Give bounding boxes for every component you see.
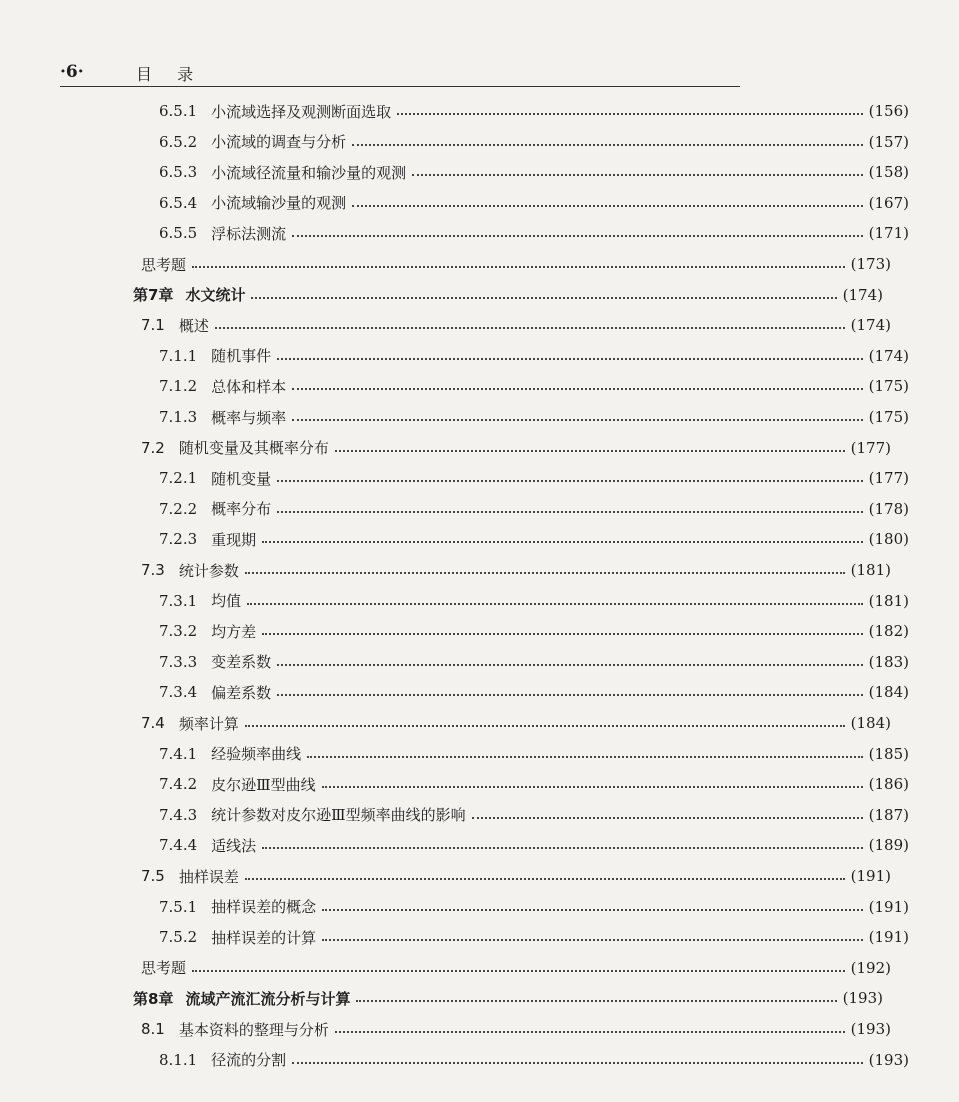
toc-subsection-row [0,189,959,217]
toc-entry-number: 7.3.3 [159,652,198,671]
toc-entry-title: 皮尔逊Ⅲ型曲线 [211,775,316,794]
toc-entry-number: 7.2.2 [159,499,198,518]
toc-entry-page: (191) [868,897,909,916]
toc-entry-page: (167) [868,193,909,212]
toc-entry-title: 变差系数 [211,653,272,672]
toc-entry-page: (181) [850,561,891,579]
dot-leader [277,511,862,513]
dot-leader [352,144,862,146]
toc-entry-title: 概率与频率 [211,408,287,427]
dot-leader [251,297,836,299]
toc-entry-page: (181) [868,591,909,610]
toc-entry-page: (189) [868,836,909,855]
dot-leader [472,817,863,819]
dot-leader [192,970,845,972]
toc-entry-title: 基本资料的整理与分析 [178,1020,329,1039]
toc-entry-page: (185) [868,744,909,763]
toc-entry-title: 均值 [211,592,242,611]
dot-leader [277,694,862,696]
toc-section-row [0,250,941,278]
toc-entry-number: 第7章 [133,286,174,305]
toc-entry-page: (175) [868,377,909,396]
toc-entry-number: 7.2.3 [159,530,198,549]
toc-entry-page: (191) [868,928,909,947]
toc-entry-page: (180) [868,530,909,549]
toc-entry-title: 统计参数 [178,561,239,580]
toc-subsection-row [0,587,959,615]
toc-entry-number: 7.1 [141,316,165,335]
toc-entry-title: 适线法 [211,836,257,855]
toc-entry-page: (174) [868,346,909,365]
dot-leader [277,358,862,360]
toc-entry-number: 6.5.1 [159,102,198,120]
toc-entry-number: 7.3.2 [159,622,198,641]
dot-leader [322,939,862,941]
toc-entry-number: 第8章 [133,989,174,1008]
toc-subsection-row [0,464,959,492]
toc-entry-title: 小流域选择及观测断面选取 [211,102,392,121]
toc-entry-page: (184) [868,683,909,702]
toc-entry-page: (174) [850,316,891,335]
toc-subsection-row [0,617,959,645]
toc-subsection-row [0,525,959,553]
toc-entry-page: (191) [850,867,891,885]
dot-leader [322,786,863,788]
toc-entry-page: (178) [868,499,909,518]
toc-entry-title: 径流的分割 [211,1051,287,1070]
toc-entry-number: 7.5.2 [159,928,198,947]
toc-entry-number: 6.5.5 [159,224,198,243]
toc-chapter-row [0,984,933,1012]
toc-subsection-row [0,372,959,400]
toc-entry-page: (157) [868,132,909,151]
toc-entry-page: (156) [868,102,909,120]
toc-entry-number: 6.5.3 [159,163,198,182]
toc-entry-title: 抽样误差 [178,867,239,886]
dot-leader [322,909,862,911]
toc-entry-title: 思考题 [141,255,187,274]
dot-leader [292,388,862,390]
toc-section-row [0,954,941,982]
dot-leader [292,235,862,237]
toc-section-row [0,709,941,737]
toc-subsection-row [0,128,959,156]
toc-subsection-row [0,495,959,523]
toc-entry-page: (175) [868,408,909,426]
toc-subsection-row [0,97,959,125]
page-header [60,60,740,87]
toc-entry-page: (193) [868,1050,909,1069]
dot-leader [215,327,845,329]
dot-leader [397,113,862,115]
toc-entry-title: 重现期 [211,530,257,549]
page-number: ·6· [60,62,84,82]
toc-entry-title: 抽样误差的计算 [211,928,317,947]
toc-subsection-row [0,678,959,706]
toc-entry-page: (177) [868,469,909,488]
toc-entry-title: 浮标法测流 [211,224,287,243]
toc-entry-number: 7.5.1 [159,897,198,916]
dot-leader [247,603,862,605]
toc-subsection-row [0,648,959,676]
toc-entry-page: (186) [868,775,909,794]
toc-entry-number: 7.5 [141,867,165,885]
toc-entry-page: (174) [842,285,883,304]
toc-entry-title: 偏差系数 [211,683,272,702]
toc-entry-page: (182) [868,622,909,641]
dot-leader [192,266,845,268]
toc-entry-page: (173) [850,255,891,273]
toc-section-row [0,862,941,890]
toc-entry-title: 频率计算 [178,714,239,733]
dot-leader [245,572,845,574]
toc-subsection-row [0,1046,959,1074]
toc-entry-number: 7.3.1 [159,591,198,610]
toc-subsection-row [0,770,959,798]
toc-entry-number: 7.1.2 [159,377,198,396]
dot-leader [262,633,862,635]
toc-entry-title: 抽样误差的概念 [211,898,317,917]
toc-entry-number: 7.3.4 [159,683,198,702]
toc-entry-number: 7.1.1 [159,346,198,365]
toc-section-row [0,434,941,462]
toc-entry-title: 小流域的调查与分析 [211,133,347,152]
toc-subsection-row [0,219,959,247]
dot-leader [412,174,862,176]
toc-subsection-row [0,158,959,186]
toc-entry-number: 7.4.3 [159,805,198,824]
dot-leader [335,1031,845,1033]
dot-leader [292,1062,862,1064]
toc-entry-page: (193) [850,1020,891,1038]
dot-leader [335,450,845,452]
toc-entry-title: 随机事件 [211,347,272,366]
toc-entry-title: 小流域输沙量的观测 [211,194,347,213]
dot-leader [245,878,845,880]
toc-subsection-row [0,893,959,921]
toc-entry-number: 7.3 [141,561,165,579]
toc-entry-page: (184) [850,714,891,732]
toc-entry-title: 概率分布 [211,500,272,519]
toc-entry-title: 随机变量及其概率分布 [178,439,329,458]
toc-subsection-row [0,403,959,431]
toc-entry-title: 随机变量 [211,469,272,488]
dot-leader [356,1000,836,1002]
toc-entry-page: (192) [850,958,891,977]
dot-leader [245,725,845,727]
dot-leader [277,664,862,666]
toc-entry-page: (193) [842,989,883,1008]
toc-entry-title: 经验频率曲线 [211,745,302,764]
toc-entry-title: 思考题 [141,959,187,978]
toc-entry-number: 7.4.1 [159,744,198,763]
toc-section-row [0,556,941,584]
toc-entry-title: 小流域径流量和输沙量的观测 [211,163,407,182]
toc-entry-number: 8.1.1 [159,1050,198,1069]
dot-leader [262,541,862,543]
header-title: 目 录 [136,65,204,84]
toc-entry-title: 流域产流汇流分析与计算 [185,989,351,1008]
dot-leader [277,480,862,482]
dot-leader [292,419,862,421]
toc-entry-number: 7.4 [141,714,165,732]
toc-chapter-row [0,281,933,309]
toc-entry-page: (187) [868,805,909,824]
dot-leader [262,847,862,849]
toc-entry-title: 统计参数对皮尔逊Ⅲ型频率曲线的影响 [211,806,466,825]
toc-subsection-row [0,342,959,370]
toc-entry-number: 7.4.2 [159,775,198,794]
toc-entry-page: (177) [850,438,891,457]
toc-entry-page: (183) [868,652,909,671]
toc-entry-page: (158) [868,163,909,182]
toc-entry-title: 水文统计 [185,286,246,305]
toc-entry-number: 7.2 [141,438,165,457]
toc-entry-number: 6.5.2 [159,132,198,151]
toc-entry-title: 概述 [178,316,209,335]
toc-entry-number: 7.1.3 [159,408,198,426]
toc-entry-number: 6.5.4 [159,193,198,212]
dot-leader [307,756,862,758]
toc-subsection-row [0,740,959,768]
toc-entry-title: 总体和样本 [211,377,287,396]
toc-subsection-row [0,801,959,829]
toc-section-row [0,1015,941,1043]
toc-entry-page: (171) [868,224,909,243]
toc-entry-number: 7.4.4 [159,836,198,855]
toc-entry-title: 均方差 [211,622,257,641]
toc-entry-number: 7.2.1 [159,469,198,488]
toc-subsection-row [0,923,959,951]
toc-subsection-row [0,831,959,859]
toc-entry-number: 8.1 [141,1020,165,1038]
dot-leader [352,205,862,207]
toc-section-row [0,311,941,339]
